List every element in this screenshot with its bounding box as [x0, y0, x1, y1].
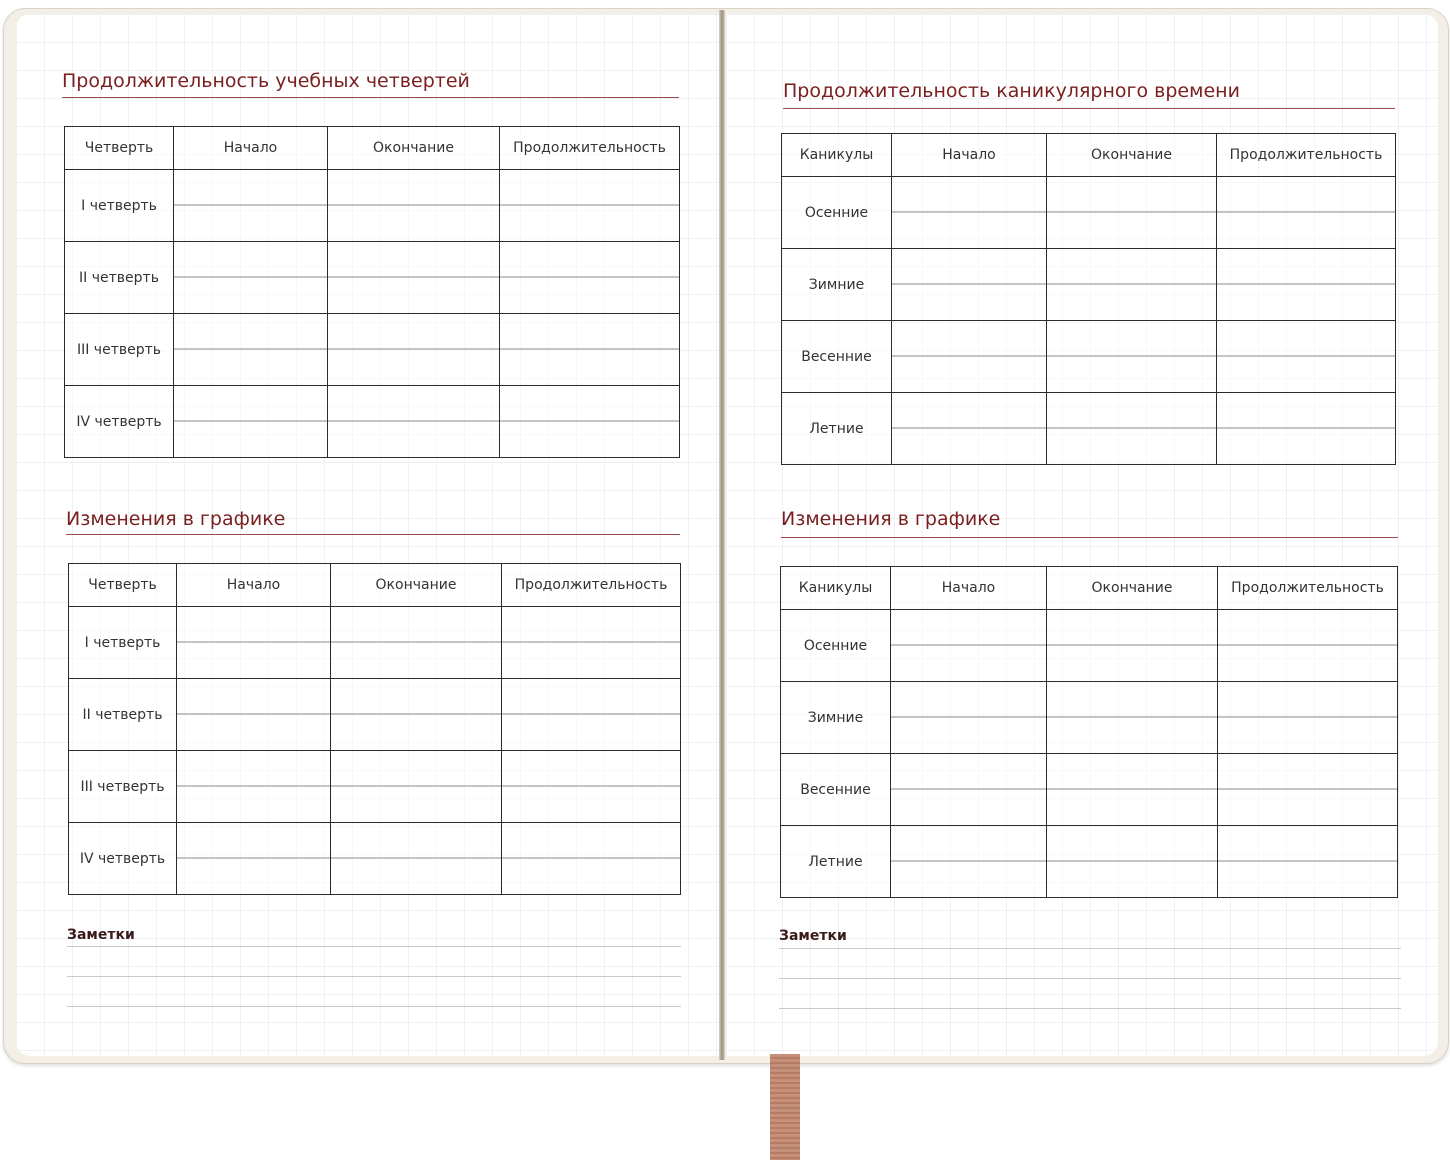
- start-cell[interactable]: [177, 751, 331, 823]
- row-label: Осенние: [781, 610, 891, 682]
- duration-cell[interactable]: [500, 314, 680, 386]
- column-header: Начало: [891, 567, 1047, 610]
- table-header-row: [782, 134, 1396, 177]
- column-header: Продолжительность: [1217, 134, 1396, 177]
- table-row: [782, 249, 1396, 321]
- end-cell[interactable]: [328, 386, 500, 458]
- title-underline: [783, 108, 1395, 109]
- holidays-changes-table: [780, 566, 1398, 898]
- end-cell[interactable]: [1047, 177, 1217, 249]
- table-row: [781, 826, 1398, 898]
- table-row: [69, 751, 681, 823]
- notes-line[interactable]: [67, 946, 681, 947]
- end-cell[interactable]: [1047, 393, 1217, 465]
- changes-title: Изменения в графике: [66, 508, 286, 530]
- row-label: II четверть: [65, 242, 174, 314]
- end-cell[interactable]: [328, 314, 500, 386]
- notes-line[interactable]: [779, 978, 1401, 979]
- bookmark-ribbon: [770, 1054, 800, 1160]
- start-cell[interactable]: [174, 314, 328, 386]
- duration-cell[interactable]: [500, 386, 680, 458]
- table-row: [782, 177, 1396, 249]
- row-label: IV четверть: [69, 823, 177, 895]
- end-cell[interactable]: [1047, 826, 1218, 898]
- row-label: Летние: [781, 826, 891, 898]
- column-header: Четверть: [65, 127, 174, 170]
- duration-cell[interactable]: [1217, 177, 1396, 249]
- start-cell[interactable]: [892, 321, 1047, 393]
- column-header: Каникулы: [781, 567, 891, 610]
- start-cell[interactable]: [174, 170, 328, 242]
- row-label: I четверть: [65, 170, 174, 242]
- start-cell[interactable]: [177, 823, 331, 895]
- end-cell[interactable]: [331, 751, 502, 823]
- row-label: Летние: [782, 393, 892, 465]
- row-label: III четверть: [69, 751, 177, 823]
- end-cell[interactable]: [331, 823, 502, 895]
- duration-cell[interactable]: [1218, 682, 1398, 754]
- row-label: III четверть: [65, 314, 174, 386]
- table-header-row: [781, 567, 1398, 610]
- duration-cell[interactable]: [502, 679, 681, 751]
- notes-label: Заметки: [779, 928, 847, 944]
- notes-line[interactable]: [67, 1006, 681, 1007]
- column-header: Окончание: [1047, 567, 1218, 610]
- row-label: Зимние: [782, 249, 892, 321]
- row-label: Весенние: [782, 321, 892, 393]
- column-header: Окончание: [1047, 134, 1217, 177]
- column-header: Окончание: [328, 127, 500, 170]
- column-header: Продолжительность: [502, 564, 681, 607]
- quarters-changes-table: [68, 563, 681, 895]
- table-header-row: [65, 127, 680, 170]
- table-row: [65, 242, 680, 314]
- row-label: II четверть: [69, 679, 177, 751]
- table-header-row: [69, 564, 681, 607]
- table-row: [65, 170, 680, 242]
- table-row: [782, 321, 1396, 393]
- start-cell[interactable]: [891, 610, 1047, 682]
- table-row: [782, 393, 1396, 465]
- duration-cell[interactable]: [1218, 826, 1398, 898]
- quarters-table: [64, 126, 680, 458]
- column-header: Окончание: [331, 564, 502, 607]
- start-cell[interactable]: [174, 242, 328, 314]
- title-underline: [781, 537, 1398, 538]
- title-underline: [66, 534, 680, 535]
- row-label: I четверть: [69, 607, 177, 679]
- page-title-holidays: Продолжительность каникулярного времени: [783, 80, 1240, 102]
- duration-cell[interactable]: [500, 170, 680, 242]
- duration-cell[interactable]: [502, 607, 681, 679]
- start-cell[interactable]: [177, 607, 331, 679]
- end-cell[interactable]: [1047, 321, 1217, 393]
- page-title-quarters: Продолжительность учебных четвертей: [62, 70, 470, 92]
- table-row: [781, 682, 1398, 754]
- start-cell[interactable]: [177, 679, 331, 751]
- end-cell[interactable]: [1047, 249, 1217, 321]
- column-header: Начало: [174, 127, 328, 170]
- column-header: Продолжительность: [500, 127, 680, 170]
- duration-cell[interactable]: [502, 823, 681, 895]
- changes-title: Изменения в графике: [781, 508, 1001, 530]
- start-cell[interactable]: [892, 249, 1047, 321]
- duration-cell[interactable]: [1217, 321, 1396, 393]
- table-row: [781, 754, 1398, 826]
- row-label: Осенние: [782, 177, 892, 249]
- end-cell[interactable]: [1047, 682, 1218, 754]
- column-header: Начало: [177, 564, 331, 607]
- duration-cell[interactable]: [1218, 754, 1398, 826]
- table-row: [69, 679, 681, 751]
- table-row: [781, 610, 1398, 682]
- column-header: Каникулы: [782, 134, 892, 177]
- table-row: [69, 607, 681, 679]
- start-cell[interactable]: [892, 177, 1047, 249]
- column-header: Четверть: [69, 564, 177, 607]
- duration-cell[interactable]: [500, 242, 680, 314]
- start-cell[interactable]: [891, 826, 1047, 898]
- duration-cell[interactable]: [1217, 249, 1396, 321]
- start-cell[interactable]: [891, 754, 1047, 826]
- notes-line[interactable]: [779, 948, 1401, 949]
- end-cell[interactable]: [331, 679, 502, 751]
- end-cell[interactable]: [1047, 610, 1218, 682]
- notes-line[interactable]: [67, 976, 681, 977]
- start-cell[interactable]: [174, 386, 328, 458]
- start-cell[interactable]: [892, 393, 1047, 465]
- column-header: Начало: [892, 134, 1047, 177]
- row-label: Зимние: [781, 682, 891, 754]
- end-cell[interactable]: [331, 607, 502, 679]
- end-cell[interactable]: [328, 170, 500, 242]
- notes-label: Заметки: [67, 927, 135, 943]
- column-header: Продолжительность: [1218, 567, 1398, 610]
- start-cell[interactable]: [891, 682, 1047, 754]
- duration-cell[interactable]: [1218, 610, 1398, 682]
- end-cell[interactable]: [1047, 754, 1218, 826]
- row-label: Весенние: [781, 754, 891, 826]
- duration-cell[interactable]: [1217, 393, 1396, 465]
- row-label: IV четверть: [65, 386, 174, 458]
- holidays-table: [781, 133, 1396, 465]
- table-row: [65, 314, 680, 386]
- title-underline: [62, 97, 679, 98]
- table-row: [69, 823, 681, 895]
- end-cell[interactable]: [328, 242, 500, 314]
- duration-cell[interactable]: [502, 751, 681, 823]
- table-row: [65, 386, 680, 458]
- spine: [719, 10, 725, 1060]
- notes-line[interactable]: [779, 1008, 1401, 1009]
